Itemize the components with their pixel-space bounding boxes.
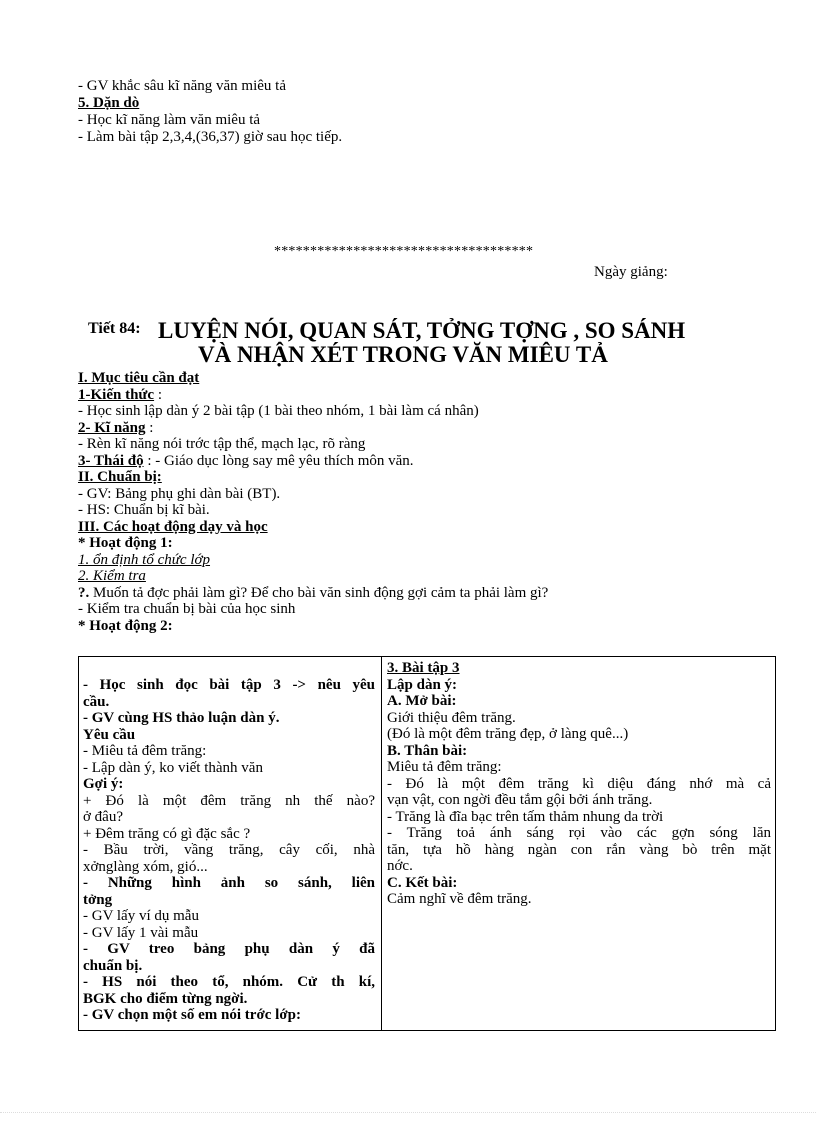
text-line: 1. ổn định tổ chức lớp: [78, 551, 211, 568]
text-line: - GV khắc sâu kĩ năng văn miêu tả: [78, 78, 287, 94]
table-cell-line: - GV treo bảng phụ dàn ý đã: [83, 941, 375, 957]
text-line-text: Muốn tả đợc phải làm gì? Để cho bài văn sinh động gợi cảm ta phải làm gì?: [89, 584, 549, 601]
table-cell-line: - Trăng toả ánh sáng rọi vào các gợn sóng lăn: [387, 825, 771, 841]
text-line-text: :: [145, 419, 154, 436]
text-line: III. Các hoạt động dạy và học: [78, 518, 268, 535]
text-line: - Kiểm tra chuẩn bị bài của học sinh: [78, 601, 296, 617]
text-line: 5. Dặn dò: [78, 95, 140, 111]
table-cell-line: ở đâu?: [83, 809, 123, 825]
text-line-heading: 1-Kiến thức: [78, 386, 155, 403]
text-line: [78, 453, 548, 470]
table-cell-line: nớc.: [387, 858, 413, 874]
page-footer-border: [0, 1112, 816, 1114]
table-cell-line: B. Thân bài:: [387, 742, 468, 759]
top-section: [78, 78, 342, 146]
text-line: II. Chuẩn bị:: [78, 469, 162, 485]
table-cell-line: BGK cho điểm từng ngời.: [83, 990, 248, 1007]
text-line: * Hoạt động 2:: [78, 617, 173, 634]
table-cell-line: - Bầu trời, vầng trăng, cây cối, nhà: [83, 842, 375, 858]
table-cell-line: - GV cùng HS thảo luận dàn ý.: [83, 710, 280, 726]
table-cell-line: Cảm nghĩ về đêm trăng.: [387, 891, 532, 907]
text-line: - Rèn kĩ năng nói trớc tập thể, mạch lạc, rõ ràng: [78, 436, 366, 452]
text-line: - Học sinh lập dàn ý 2 bài tập (1 bài theo nhóm, 1 bài làm cá nhân): [78, 403, 479, 419]
text-line: I. Mục tiêu cần đạt: [78, 370, 200, 386]
date-label: Ngày giảng:: [594, 264, 668, 280]
table-cell-line: vạn vật, con ngời đều tắm gội bởi ánh trăng.: [387, 792, 653, 808]
table-cell-line: - GV lấy 1 vài mẫu: [83, 924, 199, 941]
table-cell-line: xởnglàng xóm, gió...: [83, 858, 208, 875]
table-cell-line: - Học sinh đọc bài tập 3 -> nêu yêu: [83, 677, 375, 693]
table-cell-line: - Lập dàn ý, ko viết thành văn: [83, 759, 263, 776]
table-cell-line: - Những hình ảnh so sánh, liên: [83, 875, 375, 891]
text-line: [78, 387, 548, 404]
activity-table: [78, 656, 776, 1031]
table-cell-line: 3. Bài tập 3: [387, 660, 460, 676]
table-cell-line: - GV chọn một số em nói trớc lớp:: [83, 1007, 301, 1023]
table-cell-line: Gợi ý:: [83, 776, 124, 792]
teacher-student-activities-column: [83, 677, 375, 1024]
table-cell-line: - GV lấy ví dụ mẫu: [83, 908, 199, 924]
table-cell-line: - Đó là một đêm trăng kì diệu đáng nhớ mà cả: [387, 775, 771, 792]
lesson-label: Tiết 84:: [88, 320, 141, 337]
text-line: 2. Kiểm tra: [78, 568, 146, 584]
text-line-heading: 2- Kĩ năng: [78, 419, 146, 436]
table-cell-line: (Đó là một đêm trăng đẹp, ở làng quê...): [387, 726, 629, 742]
lesson-title-line-2: VÀ NHẬN XÉT TRONG VĂN MIÊU TẢ: [198, 342, 608, 367]
text-line: [78, 585, 548, 602]
table-cell-line: A. Mở bài:: [387, 693, 457, 709]
lesson-content-column: [387, 660, 771, 908]
text-line: - GV: Bảng phụ ghi dàn bài (BT).: [78, 485, 281, 502]
table-cell-line: Miêu tả đêm trăng:: [387, 759, 502, 775]
table-cell-line: - Trăng là đĩa bạc trên tấm thảm nhung da trời: [387, 808, 664, 825]
table-cell-line: cầu.: [83, 693, 110, 710]
table-cell-line: C. Kết bài:: [387, 874, 458, 891]
text-line: - Làm bài tập 2,3,4,(36,37) giờ sau học tiếp.: [78, 129, 343, 145]
table-cell-line: Yêu cầu: [83, 726, 136, 743]
text-line-text: : - Giáo dục lòng say mê yêu thích môn văn.: [143, 452, 414, 469]
text-line-heading: 3- Thái độ: [78, 452, 144, 469]
table-cell-line: chuẩn bị.: [83, 957, 143, 974]
text-line-heading: ?.: [78, 584, 90, 601]
table-cell-line: - HS nói theo tổ, nhóm. Cử th kí,: [83, 974, 375, 990]
text-line: [78, 420, 548, 437]
text-line: - HS: Chuẩn bị kĩ bài.: [78, 502, 210, 518]
table-cell-line: + Đó là một đêm trăng nh thế nào?: [83, 792, 375, 809]
table-cell-line: - Miêu tả đêm trăng:: [83, 743, 207, 759]
table-cell-line: tăn, tựa hồ hàng ngàn con rắn vàng bò trên mặt: [387, 841, 771, 858]
table-column-divider: [381, 657, 382, 1030]
table-cell-line: Giới thiệu đêm trăng.: [387, 709, 516, 726]
separator-stars: ************************************: [274, 244, 534, 259]
lesson-title-line-1: LUYỆN NÓI, QUAN SÁT, TỞNG TỢNG , SO SÁNH: [158, 318, 686, 343]
table-cell-line: + Đêm trăng có gì đặc sắc ?: [83, 825, 251, 842]
text-line-text: :: [154, 386, 162, 403]
table-cell-line: tởng: [83, 891, 113, 908]
table-cell-line: Lập dàn ý:: [387, 676, 458, 693]
text-line: - Học kĩ năng làm văn miêu tả: [78, 112, 261, 128]
lesson-body: [78, 370, 548, 634]
text-line: * Hoạt động 1:: [78, 535, 173, 551]
